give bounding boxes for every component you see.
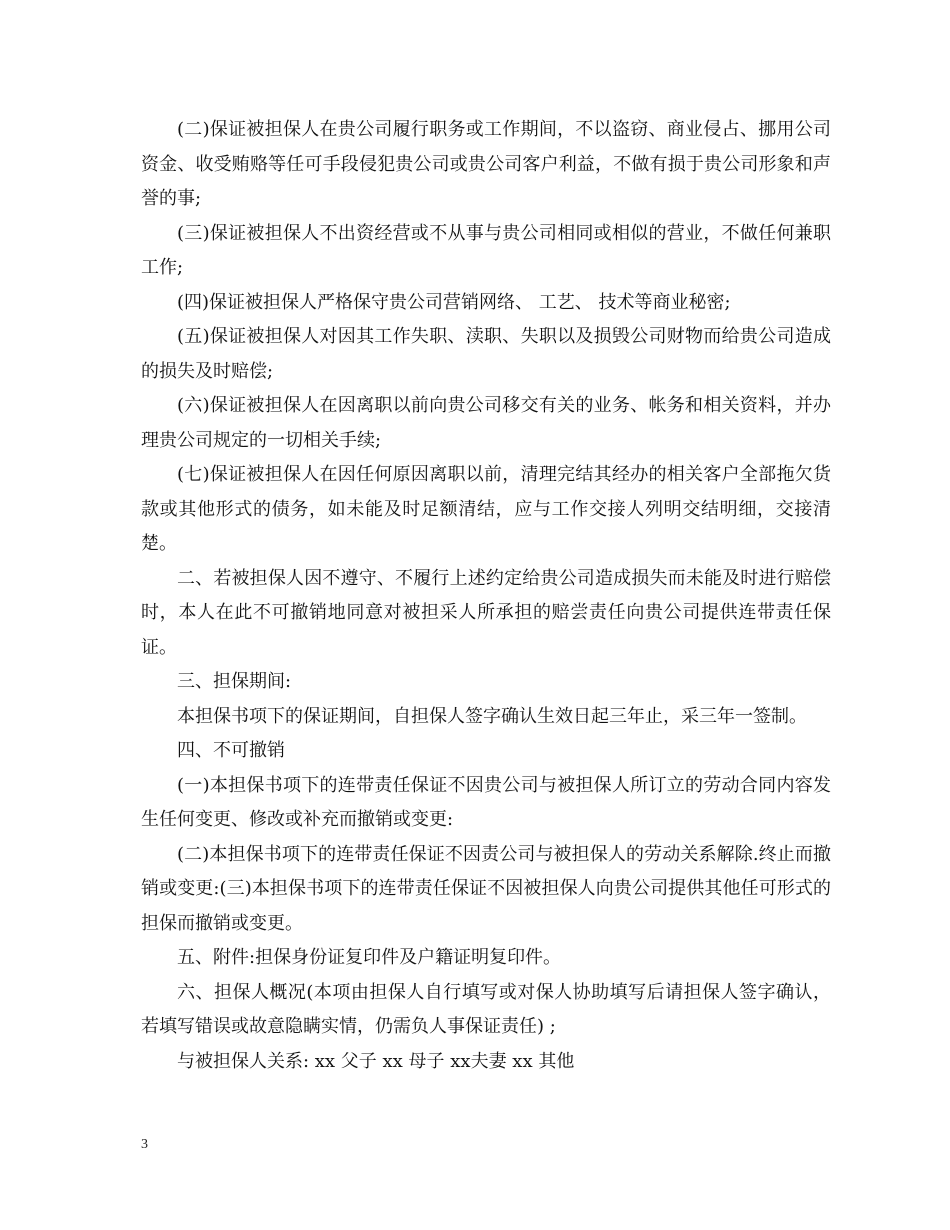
- paragraph-section-6-overview: 六、担保人概况(本项由担保人自行填写或对保人协助填写后请担保人签字确认，若填写错误或故意隐瞒实情，仍需负人事保证责任) ;: [141, 981, 831, 1037]
- page-number: 3: [141, 1137, 148, 1152]
- paragraph-guarantee-period: 本担保书项下的保证期间，自担保人签字确认生效日起三年止，采三年一签制。: [177, 705, 807, 727]
- paragraph-section-5-attachments: 五、附件:担保身份证复印件及户籍证明复印件。: [177, 947, 562, 968]
- paragraph-clause-7: (七)保证被担保人在因任何原因离职以前，清理完结其经办的相关客户全部拖欠货款或其他形式的债务，如未能及时足额清结，应与工作交接人列明交结明细，交接清楚。: [141, 464, 831, 554]
- paragraph-clause-6: (六)保证被担保人在因离职以前向贵公司移交有关的业务、帐务和相关资料，并办理贵公司规定的一切相关手续;: [141, 395, 831, 451]
- paragraph-irrevocable-1: (一)本担保书项下的连带责任保证不因贵公司与被担保人所订立的劳动合同内容发生任何变更、修改或补充而撤销或变更:: [141, 774, 831, 830]
- paragraph-irrevocable-2-3: (二)本担保书项下的连带责任保证不因责公司与被担保人的劳动关系解除.终止而撤销或变更:(三)本担保书项下的连带责任保证不因被担保人向贵公司提供其他任可形式的担保而撤销或变更。: [141, 843, 831, 934]
- paragraph-clause-2: (二)保证被担保人在贵公司履行职务或工作期间，不以盗窃、商业侵占、挪用公司资金、收受贿赂等任可手段侵犯贵公司或贵公司客户利益，不做有损于贵公司形象和声誉的事;: [141, 119, 831, 209]
- document-body: [141, 113, 831, 1079]
- paragraph-relationship: 与被担保人关系: xx 父子 xx 母子 xx夫妻 xx 其他: [177, 1050, 575, 1072]
- paragraph-section-4-heading: 四、不可撤销: [177, 740, 285, 761]
- paragraph-clause-3: (三)保证被担保人不出资经营或不从事与贵公司相同或相似的营业，不做任何兼职工作;: [141, 222, 831, 278]
- paragraph-section-3-heading: 三、担保期间:: [177, 671, 292, 692]
- paragraph-clause-4: (四)保证被担保人严格保守贵公司营销网络、 工艺、 技术等商业秘密;: [177, 291, 731, 313]
- paragraph-section-2: 二、若被担保人因不遵守、不履行上述约定给贵公司造成损失而未能及时进行赔偿时，本人在此不可撤销地同意对被担采人所承担的赔尝责任向贵公司提供连带责任保证。: [141, 567, 831, 658]
- paragraph-clause-5: (五)保证被担保人对因其工作失职、渎职、失职以及损毁公司财物而给贵公司造成的损失及时赔偿;: [141, 326, 831, 382]
